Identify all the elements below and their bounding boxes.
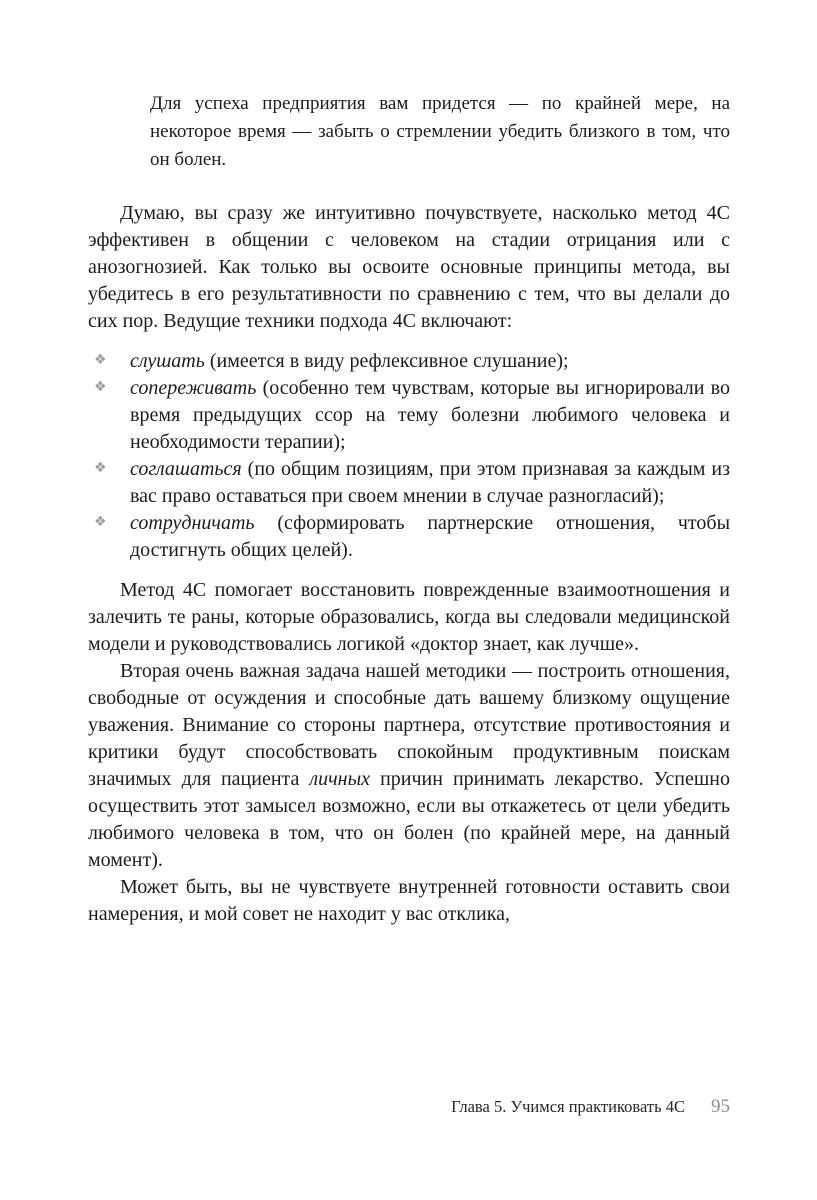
list-item-text [130,350,569,372]
text-segment: личных [309,768,371,790]
text-segment: слушать [130,350,205,372]
list-item [88,456,730,510]
epigraph [150,90,730,174]
paragraph [88,658,730,874]
bullet-diamond-icon: ❖ [94,379,107,395]
text-segment: (по общим позициям, при этом признавая за каждым из вас право оставаться при своем мнении в случае разногласий); [130,458,730,507]
page-content [88,90,730,928]
text-segment: (особенно тем чувствам, которые вы игнорировали во время предыдущих ссор на тему болезни любимого человека и необходимости терапии); [130,377,730,453]
text-segment: сопереживать [130,377,257,399]
list-item-text [130,512,730,561]
bullet-diamond-icon: ❖ [94,352,107,368]
list-item [88,375,730,456]
paragraph [88,874,730,928]
list-item [88,348,730,375]
list-item-text [130,377,730,453]
text-segment: Вторая очень важная задача нашей методики — построить отношения, свободные от осуждения и способные дать вашему близкому ощущение уважения. Внимание со стороны партнера, отсутствие противостояния и критики будут способствовать спокойным продуктивным поискам значимых для пациента [88,660,730,790]
text-segment: соглашаться [130,458,242,480]
page-number: 95 [711,1096,730,1117]
list-item [88,510,730,564]
paragraph [88,577,730,658]
text-segment: сотрудничать [130,512,255,534]
text-segment: (сформировать партнерские отношения, чтобы достигнуть общих целей). [130,512,730,561]
page-footer [88,1096,730,1118]
text-segment: Думаю, вы сразу же интуитивно почувствуете, насколько метод 4С эффективен в общении с человеком на стадии отрицания или с анозогнозией. Как только вы освоите основные принципы метода, вы убедитесь в его результативности по сравнению с тем, что вы делали до сих пор. Ведущие техники подхода 4С включают: [88,202,730,332]
text-segment: Для успеха предприятия вам придется — по крайней мере, на некоторое время — забыть о стремлении убедить близкого в том, что он болен. [150,93,730,170]
running-footer-chapter: Глава 5. Учимся практиковать 4С [451,1097,685,1116]
text-segment: причин принимать лекарство. Успешно осуществить этот замысел возможно, если вы откажетесь от цели убедить любимого человека в том, что он болен (по крайней мере, на данный момент). [88,768,730,871]
text-segment: Метод 4С помогает восстановить поврежденные взаимоотношения и залечить те раны, которые образовались, когда вы следовали медицинской модели и руководствовались логикой «доктор знает, как лучше». [88,579,730,655]
text-segment: Может быть, вы не чувствуете внутренней готовности оставить свои намерения, и мой совет не находит у вас отклика, [88,876,730,925]
text-segment: (имеется в виду рефлексивное слушание); [204,350,569,372]
list-item-text [130,458,730,507]
bullet-diamond-icon: ❖ [94,460,107,476]
bullet-list [88,348,730,564]
bullet-diamond-icon: ❖ [94,514,107,530]
paragraph [88,200,730,335]
